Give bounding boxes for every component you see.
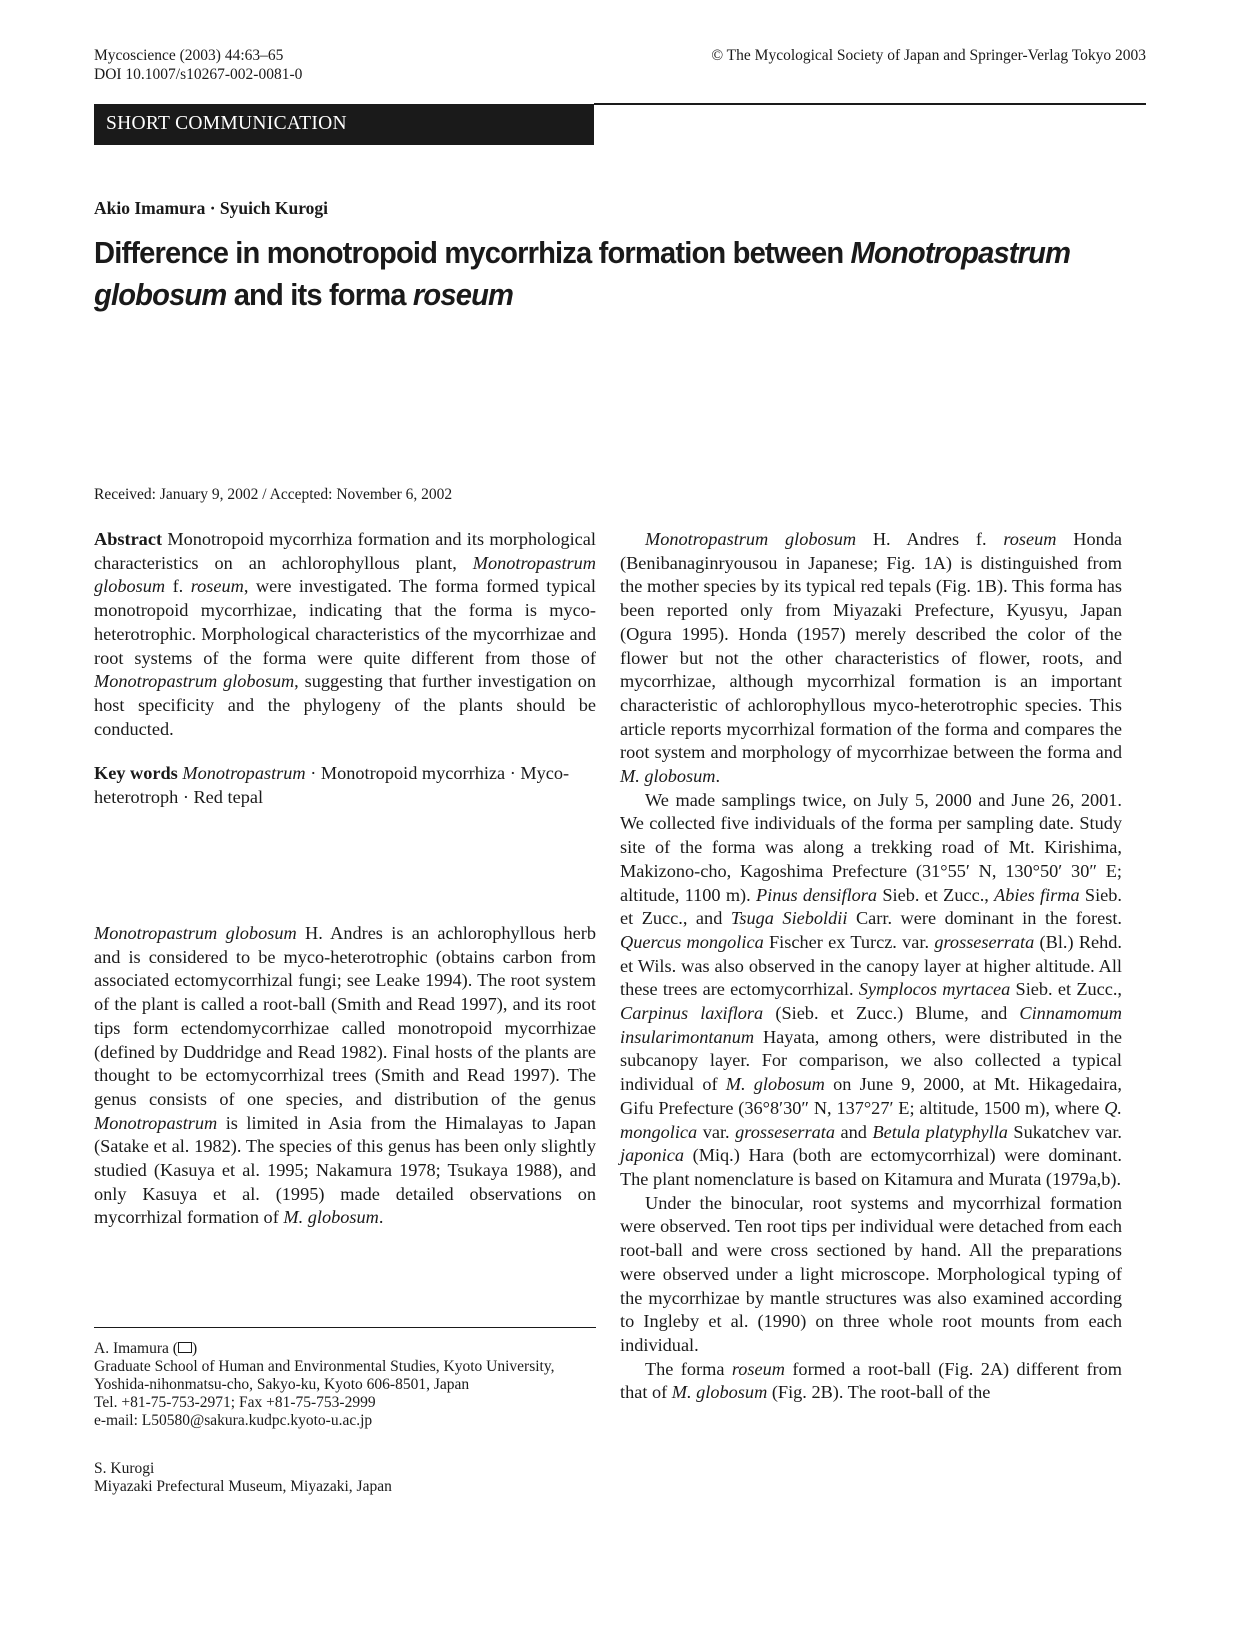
author-phone: Tel. +81-75-753-2971; Fax +81-75-753-2999 xyxy=(94,1394,376,1411)
body-text: Monotropastrum xyxy=(94,1112,218,1133)
body-text: Symplocos myrtacea xyxy=(858,979,1011,1000)
footnote-rule xyxy=(94,1327,596,1328)
body-paragraph xyxy=(620,789,1122,1192)
body-text: M. globosum xyxy=(620,766,716,787)
title-text: Difference in monotropoid mycorrhiza formation between xyxy=(94,235,851,270)
journal-citation: Mycoscience (2003) 44:63–65 xyxy=(94,47,284,64)
received-dates: Received: January 9, 2002 / Accepted: November 6, 2002 xyxy=(94,486,453,503)
body-text: roseum xyxy=(1003,529,1057,549)
abstract-text: Monotropastrum globosum xyxy=(94,671,295,692)
body-text: Cinnamomum insularimontanum xyxy=(620,1003,1122,1047)
body-text: H. Andres is an achlorophyllous herb and is considered to be myco-heterotrophic (obtains carbon from associated ectomycorrhizal fungi; see Leake 1994). The root system of the plant is called a root-ball (Smith and Read 1997), and its root tips form ectendomycorrhizae called monotropoid mycorrhizae (defined by Duddridge and Read 1982). Final hosts of the plants are thought to be ectomycorrhizal trees (Smith and Read 1997). The genus consists of one species, and distribution of the genus xyxy=(94,923,596,1109)
body-text: Tsuga Sieboldii xyxy=(730,908,848,929)
keyword: · Monotropoid mycorrhiza · Myco-heterotroph · Red tepal xyxy=(94,763,570,807)
body-text: Pinus densiflora xyxy=(756,884,878,905)
doi: DOI 10.1007/s10267-002-0081-0 xyxy=(94,66,303,83)
body-text: Carpinus laxiflora xyxy=(620,1003,764,1024)
abstract-text: roseum xyxy=(190,576,244,597)
keywords xyxy=(94,762,596,809)
body-text: is limited in Asia from the Himalayas to Japan (Satake et al. 1982). The species of this genus has been only slightly studied (Kasuya et al. 1995; Nakamura 1978; Tsukaya 1988), and only Kasuya et al. (1995) made detailed observations on mycorrhizal formation of xyxy=(94,1112,596,1228)
body-text: Betula platyphylla xyxy=(872,1121,1008,1142)
body-text: Hayata, among others, were distributed in the subcanopy layer. For comparison, we also collected a typical individual of xyxy=(620,1026,1122,1095)
body-text: and xyxy=(835,1121,873,1142)
abstract-text: Monotropastrum globosum xyxy=(94,552,596,597)
author-name: A. Imamura ( xyxy=(94,1340,178,1357)
author-name: ) xyxy=(191,1340,198,1357)
body-text: Under the binocular, root systems and mycorrhizal formation were observed. Ten root tips per individual were detached from each root-ball and were cross sectioned by hand. All the preparations were observed under a light microscope. Morphological typing of the mycorrhizae by mantle structures was also examined according to Ingleby et al. (1990) on three whole root mounts from each individual. xyxy=(620,1192,1122,1355)
body-text: var. xyxy=(697,1121,736,1142)
abstract-text: , suggesting that further investigation on host specificity and the phylogeny of the plants should be conducted. xyxy=(94,671,596,739)
body-text: Monotropastrum globosum xyxy=(645,529,857,549)
body-text: . xyxy=(715,766,721,787)
keyword: Monotropastrum xyxy=(182,763,306,783)
keywords-label: Key words xyxy=(94,763,178,783)
body-text: Carr. were dominant in the forest. xyxy=(847,908,1122,929)
affiliation-kurogi xyxy=(94,1460,596,1496)
body-text: (Bl.) Rehd. et Wils. was also observed in the canopy layer at higher altitude. All these trees are ectomycorrhizal. xyxy=(620,931,1122,1000)
affiliation-imamura xyxy=(94,1340,596,1430)
author-name: S. Kurogi xyxy=(94,1460,155,1477)
abstract-text: f. xyxy=(165,576,191,597)
body-text: Monotropastrum globosum xyxy=(94,923,297,943)
body-paragraph xyxy=(620,528,1122,789)
body-text: Sieb. et Zucc., and xyxy=(620,884,1122,929)
abstract xyxy=(94,528,596,741)
body-text: grosseserrata xyxy=(735,1121,836,1142)
abstract-text: Monotropoid mycorrhiza formation and its morphological characteristics on an achlorophyllous plant, xyxy=(94,529,596,573)
body-text: . xyxy=(378,1207,384,1228)
body-text: (Sieb. et Zucc.) Blume, and xyxy=(763,1003,1020,1024)
body-text: Sieb. et Zucc., xyxy=(877,884,995,905)
body-text: M. globosum xyxy=(283,1207,379,1228)
abstract-text: , were investigated. The forma formed typical monotropoid mycorrhizae, indicating that the forma is myco-heterotrophic. Morphological characteristics of the mycorrhizae and root systems of the forma were quite different from those of xyxy=(94,576,596,668)
body-text: H. Andres f. xyxy=(856,529,1004,549)
body-text: Fischer ex Turcz. var. xyxy=(763,931,935,952)
title-species: Monotropastrum globosum xyxy=(94,235,1071,312)
copyright: © The Mycological Society of Japan and Springer-Verlag Tokyo 2003 xyxy=(711,47,1146,64)
header-rule xyxy=(594,103,1146,105)
title-text: and its forma xyxy=(226,277,413,312)
section-label: SHORT COMMUNICATION xyxy=(94,104,594,145)
envelope-icon xyxy=(178,1342,192,1353)
body-text: (Fig. 2B). The root-ball of the xyxy=(767,1382,991,1403)
body-text: japonica xyxy=(620,1145,684,1166)
body-text: roseum xyxy=(731,1358,785,1379)
body-text: Sieb. et Zucc., xyxy=(1010,979,1122,1000)
body-text: Honda (Benibanaginryousou in Japanese; Fig. 1A) is distinguished from the mother species by its typical red tepals (Fig. 1B). This forma has been reported only from Miyazaki Prefecture, Kyusyu, Japan (Ogura 1995). Honda (1957) merely described the color of the flower but not the other characteristics of flower, roots, and mycorrhizae, although mycorrhizal formation is an important characteristic of achlorophyllous myco-heterotrophic species. This article reports mycorrhizal formation of the forma and compares the root system and morphology of mycorrhizae between the forma and xyxy=(620,529,1122,763)
author-address: Graduate School of Human and Environmental Studies, Kyoto University, Yoshida-nihonmatsu-cho, Sakyo-ku, Kyoto 606-8501, Japan xyxy=(94,1358,555,1393)
body-text: formed a root-ball (Fig. 2A) different from that of xyxy=(620,1358,1122,1403)
body-text: (Miq.) Hara (both are ectomycorrhizal) were dominant. The plant nomenclature is based on Kitamura and Murata (1979a,b). xyxy=(620,1145,1122,1189)
abstract-label: Abstract xyxy=(94,529,163,549)
body-text: grosseserrata xyxy=(934,931,1035,952)
body-text: on June 9, 2000, at Mt. Hikagedaira, Gifu Prefecture (36°8′30″ N, 137°27′ E; altitude, 1500 m), where xyxy=(620,1074,1122,1118)
right-column xyxy=(620,528,1122,1405)
body-paragraph xyxy=(620,1192,1122,1358)
body-text: Abies firma xyxy=(994,884,1080,905)
journal-header xyxy=(94,46,302,84)
body-text: Sukatchev var. xyxy=(1007,1121,1122,1142)
body-text: Quercus mongolica xyxy=(620,931,764,952)
article-title xyxy=(94,232,1090,316)
body-text: The forma xyxy=(645,1358,732,1379)
body-text: M. globosum xyxy=(671,1382,768,1403)
authors: Akio Imamura · Syuich Kurogi xyxy=(94,198,329,218)
author-email: e-mail: L50580@sakura.kudpc.kyoto-u.ac.jp xyxy=(94,1412,373,1429)
body-text: M. globosum xyxy=(725,1074,825,1095)
body-text: We made samplings twice, on July 5, 2000 and June 26, 2001. We collected five individuals of the forma per sampling date. Study site of the forma was along a trekking road of Mt. Kirishima, Makizono-cho, Kagoshima Prefecture (31°55′ N, 130°50′ 30″ E; altitude, 1100 m). xyxy=(620,789,1122,905)
body-text: Q. mongolica xyxy=(620,1097,1122,1142)
author-address: Miyazaki Prefectural Museum, Miyazaki, Japan xyxy=(94,1478,392,1495)
body-paragraph xyxy=(620,1358,1122,1405)
intro-paragraph xyxy=(94,922,596,1230)
title-forma: roseum xyxy=(412,277,514,312)
